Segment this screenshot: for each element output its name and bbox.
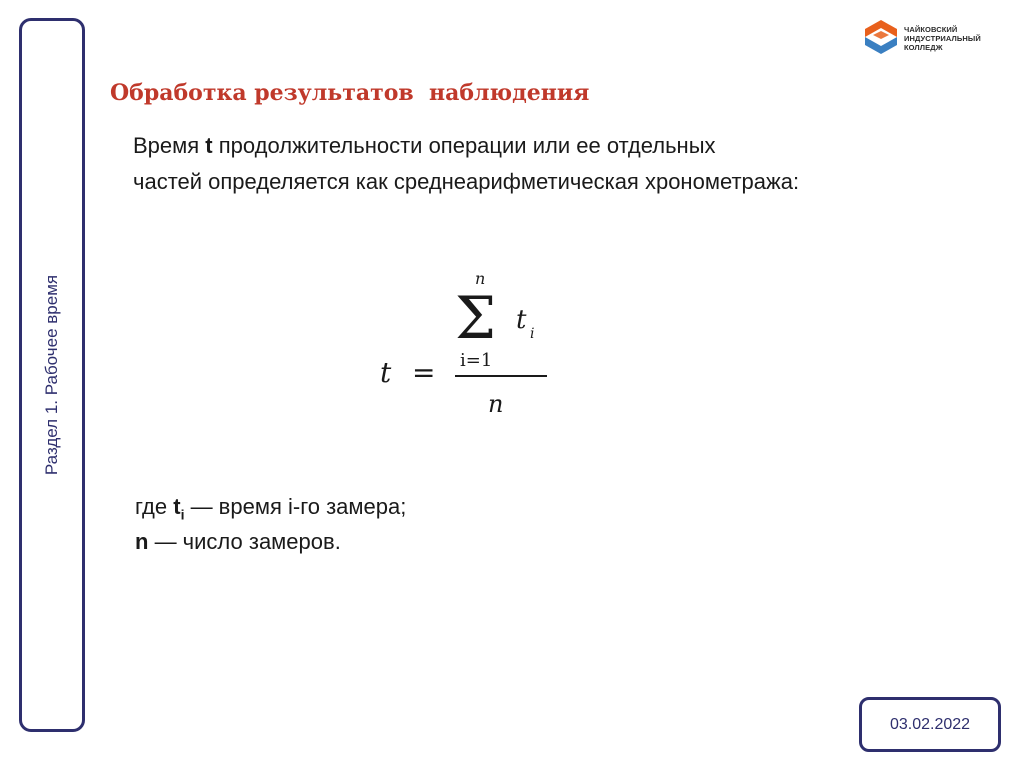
body-line-1-rest: продолжительности операции или ее отдельных xyxy=(212,133,716,158)
definition-ti xyxy=(135,494,406,522)
logo-line-1: ЧАЙКОВСКИЙ xyxy=(904,25,958,34)
sigma-icon: Σ xyxy=(455,284,497,352)
section-label: Раздел 1. Рабочее время xyxy=(42,274,61,476)
definition-n-text: — число замеров. xyxy=(148,529,341,554)
formula-equals: = xyxy=(412,356,436,389)
body-prefix: Время xyxy=(133,133,206,158)
logo-text xyxy=(904,25,981,52)
logo-line-2: ИНДУСТРИАЛЬНЫЙ xyxy=(904,34,981,43)
formula-denominator: n xyxy=(488,390,504,418)
logo-line-3: КОЛЛЕДЖ xyxy=(904,43,943,52)
definition-n-symbol: n xyxy=(135,529,149,554)
definition-ti-text: — время i-го замера; xyxy=(184,494,407,519)
logo-mark-icon xyxy=(862,18,900,56)
definition-ti-subscript: i xyxy=(180,506,185,523)
formula-term-sub: i xyxy=(530,326,535,342)
formula-lhs: t xyxy=(380,356,392,389)
definition-ti-symbol: t xyxy=(173,494,181,519)
formula-term: t xyxy=(516,305,527,335)
formula-sum-upper: n xyxy=(475,269,486,288)
college-logo xyxy=(862,18,997,58)
body-line-2: частей определяется как среднеарифметическая хронометража: xyxy=(133,169,800,194)
formula-sum-lower: i=1 xyxy=(460,350,493,371)
slide-title: Обработка результатов наблюдения xyxy=(110,80,590,106)
body-line-1 xyxy=(133,128,953,164)
body-paragraph xyxy=(133,128,953,200)
mean-time-formula xyxy=(370,262,570,427)
definition-n xyxy=(135,529,341,555)
body-bold-t: t xyxy=(205,133,213,158)
slide-date: 03.02.2022 xyxy=(889,715,971,733)
date-box xyxy=(859,697,1001,752)
definition-prefix: где xyxy=(135,494,174,519)
